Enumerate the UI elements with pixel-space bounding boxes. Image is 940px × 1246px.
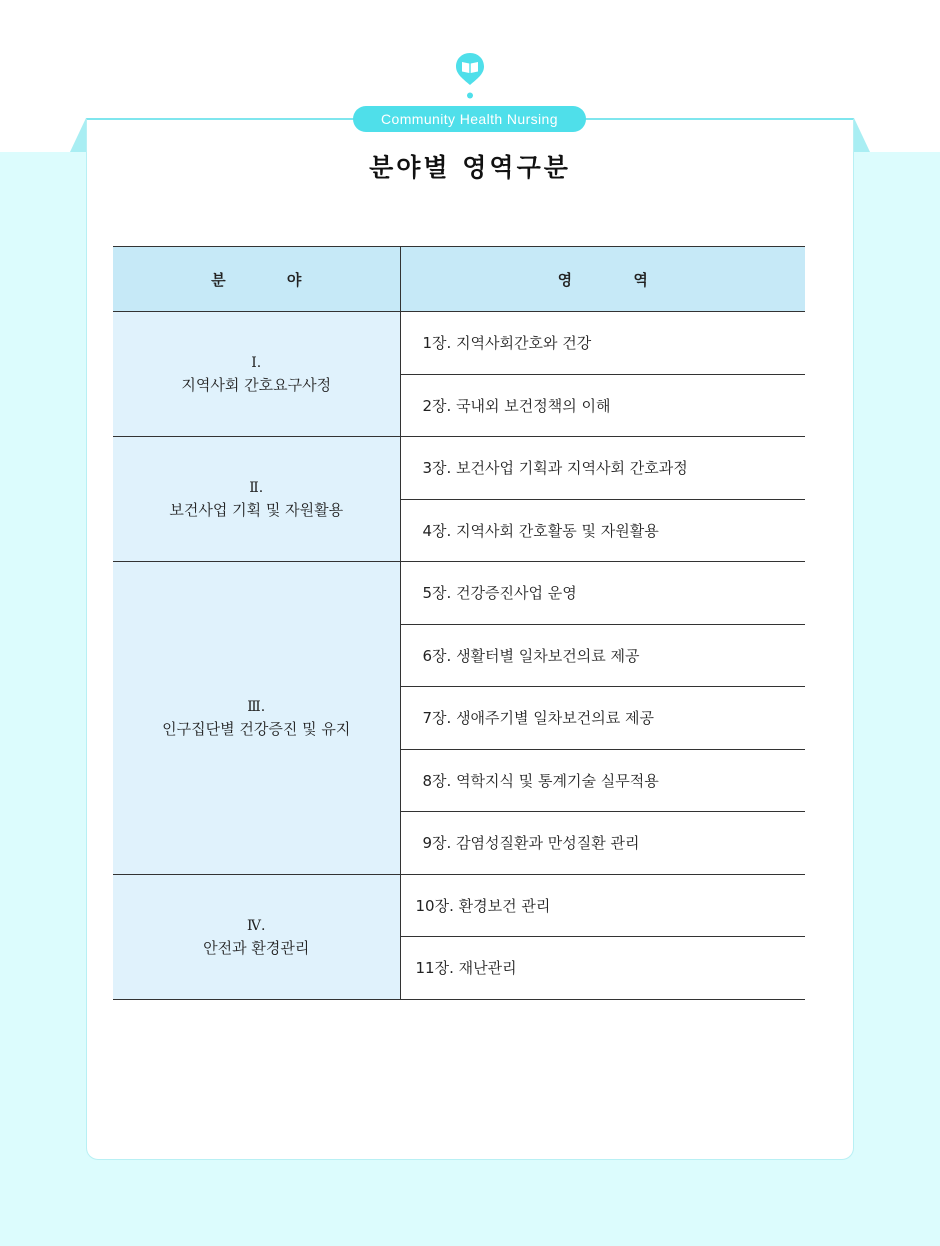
field-cell — [113, 562, 400, 875]
category-badge: Community Health Nursing — [353, 106, 586, 132]
area-cell: 6장. 생활터별 일차보건의료 제공 — [400, 624, 805, 687]
table-row — [113, 562, 805, 625]
field-name: 인구집단별 건강증진 및 유지 — [162, 719, 351, 738]
field-number: Ⅲ. — [247, 698, 266, 715]
card-tab-left — [70, 118, 86, 152]
table-row — [113, 312, 805, 375]
book-pin-icon — [455, 52, 485, 100]
page-title: 분야별 영역구분 — [369, 153, 571, 182]
area-cell: 7장. 생애주기별 일차보건의료 제공 — [400, 687, 805, 750]
header-field: 분 야 — [113, 247, 400, 312]
field-number: Ⅰ. — [251, 355, 262, 371]
field-name: 보건사업 기획 및 자원활용 — [169, 501, 344, 519]
area-cell: 2장. 국내외 보건정책의 이해 — [400, 374, 805, 437]
field-cell — [113, 437, 400, 562]
field-name: 안전과 환경관리 — [203, 938, 310, 957]
table-header-row — [113, 247, 805, 312]
area-cell: 4장. 지역사회 간호활동 및 자원활용 — [400, 499, 805, 562]
field-number: Ⅱ. — [249, 480, 264, 496]
area-cell: 11장. 재난관리 — [400, 937, 805, 1000]
table-row — [113, 437, 805, 500]
area-cell: 10장. 환경보건 관리 — [400, 874, 805, 937]
area-cell: 5장. 건강증진사업 운영 — [400, 562, 805, 625]
area-cell: 8장. 역학지식 및 통계기술 실무적용 — [400, 749, 805, 812]
area-cell: 3장. 보건사업 기획과 지역사회 간호과정 — [400, 437, 805, 500]
header-area: 영 역 — [400, 247, 805, 312]
table-row — [113, 874, 805, 937]
field-cell — [113, 874, 400, 999]
field-number: Ⅳ. — [247, 917, 266, 934]
field-area-table — [113, 246, 805, 1000]
field-name: 지역사회 간호요구사정 — [181, 376, 332, 394]
area-cell: 1장. 지역사회간호와 건강 — [400, 312, 805, 375]
field-cell — [113, 312, 400, 437]
card-tab-right — [854, 118, 870, 152]
area-cell: 9장. 감염성질환과 만성질환 관리 — [400, 812, 805, 875]
